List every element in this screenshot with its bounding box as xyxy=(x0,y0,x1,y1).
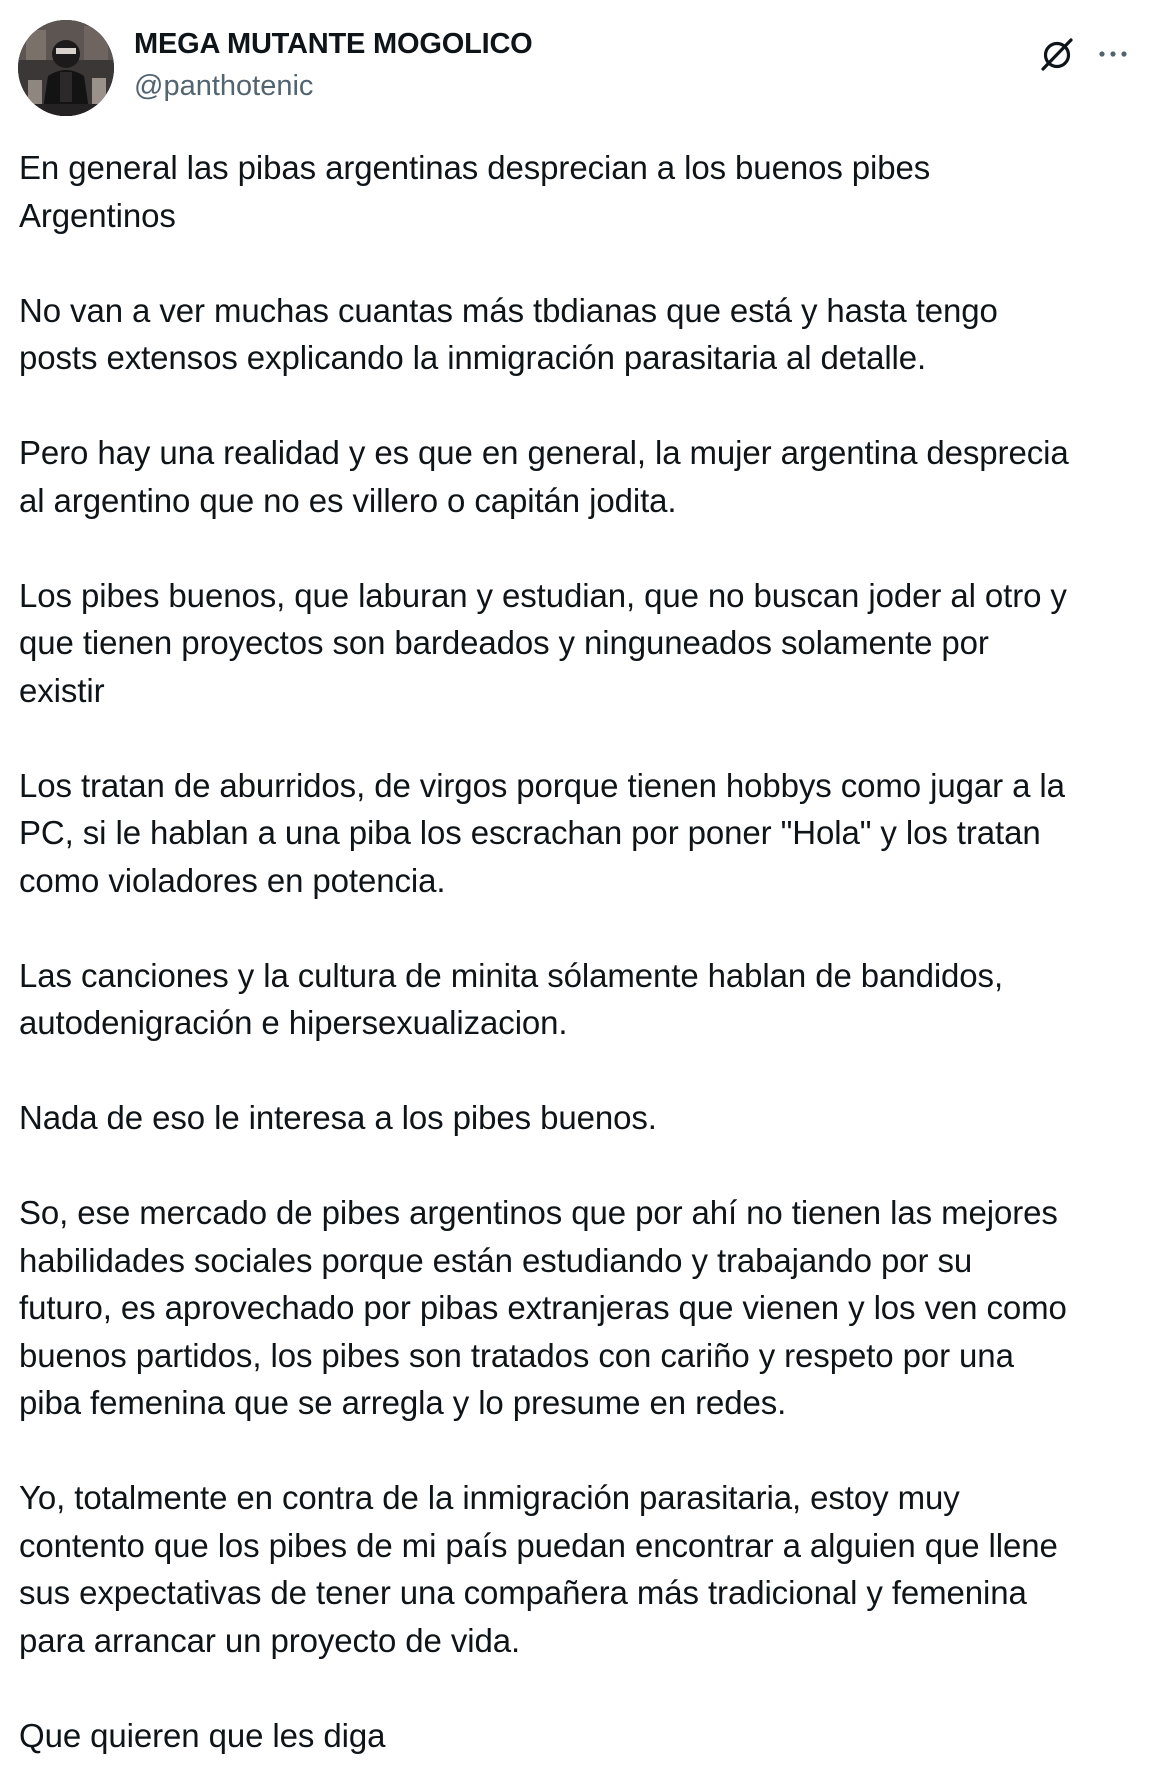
post-paragraph: Los tratan de aburridos, de virgos porque tienen hobbys como jugar a la PC, si le hablan a una piba los escrachan por poner "Hola" y los tratan como violadores en potencia. xyxy=(19,766,1065,899)
avatar[interactable] xyxy=(18,20,114,116)
post-paragraph: Las canciones y la cultura de minita sólamente hablan de bandidos, autodenigración e hipersexualizacion. xyxy=(19,956,1004,1041)
author-display-name[interactable]: MEGA MUTANTE MOGOLICO xyxy=(134,28,533,60)
post-paragraph: Yo, totalmente en contra de la inmigración parasitaria, estoy muy contento que los pibes de mi país puedan encontrar a alguien que llene sus expectativas de tener una compañera más tradicional y femenina para arrancar un proyecto de vida. xyxy=(19,1479,1058,1659)
post-paragraph: So, ese mercado de pibes argentinos que por ahí no tienen las mejores habilidades sociales porque están estudiando y trabajando por su futuro, es aprovechado por pibas extranjeras que vienen y los ven como buenos partidos, los pibes son tratados con cariño y respeto por una piba femenina que se arregla y lo presume en redes. xyxy=(19,1194,1067,1421)
post-paragraph: Pero hay una realidad y es que en general, la mujer argentina desprecia al argentino que no es villero o capitán jodita. xyxy=(19,434,1069,519)
post-paragraph: No van a ver muchas cuantas más tbdianas que está y hasta tengo posts extensos explicando la inmigración parasitaria al detalle. xyxy=(19,291,998,376)
profile-photo-icon xyxy=(18,20,114,116)
post-body xyxy=(19,144,1139,1759)
grok-slash-circle-icon[interactable] xyxy=(1038,34,1078,74)
post-paragraph: Que quieren que les diga xyxy=(19,1716,386,1754)
post-paragraph: En general las pibas argentinas desprecian a los buenos pibes Argentinos xyxy=(19,149,931,234)
author-handle[interactable]: @panthotenic xyxy=(134,70,314,102)
post-header xyxy=(0,0,1154,130)
post-paragraph: Nada de eso le interesa a los pibes buenos. xyxy=(19,1099,657,1136)
more-options-icon[interactable] xyxy=(1093,36,1133,72)
post-paragraph: Los pibes buenos, que laburan y estudian, que no buscan joder al otro y que tienen proyectos son bardeados y ninguneados solamente por existir xyxy=(19,576,1067,709)
